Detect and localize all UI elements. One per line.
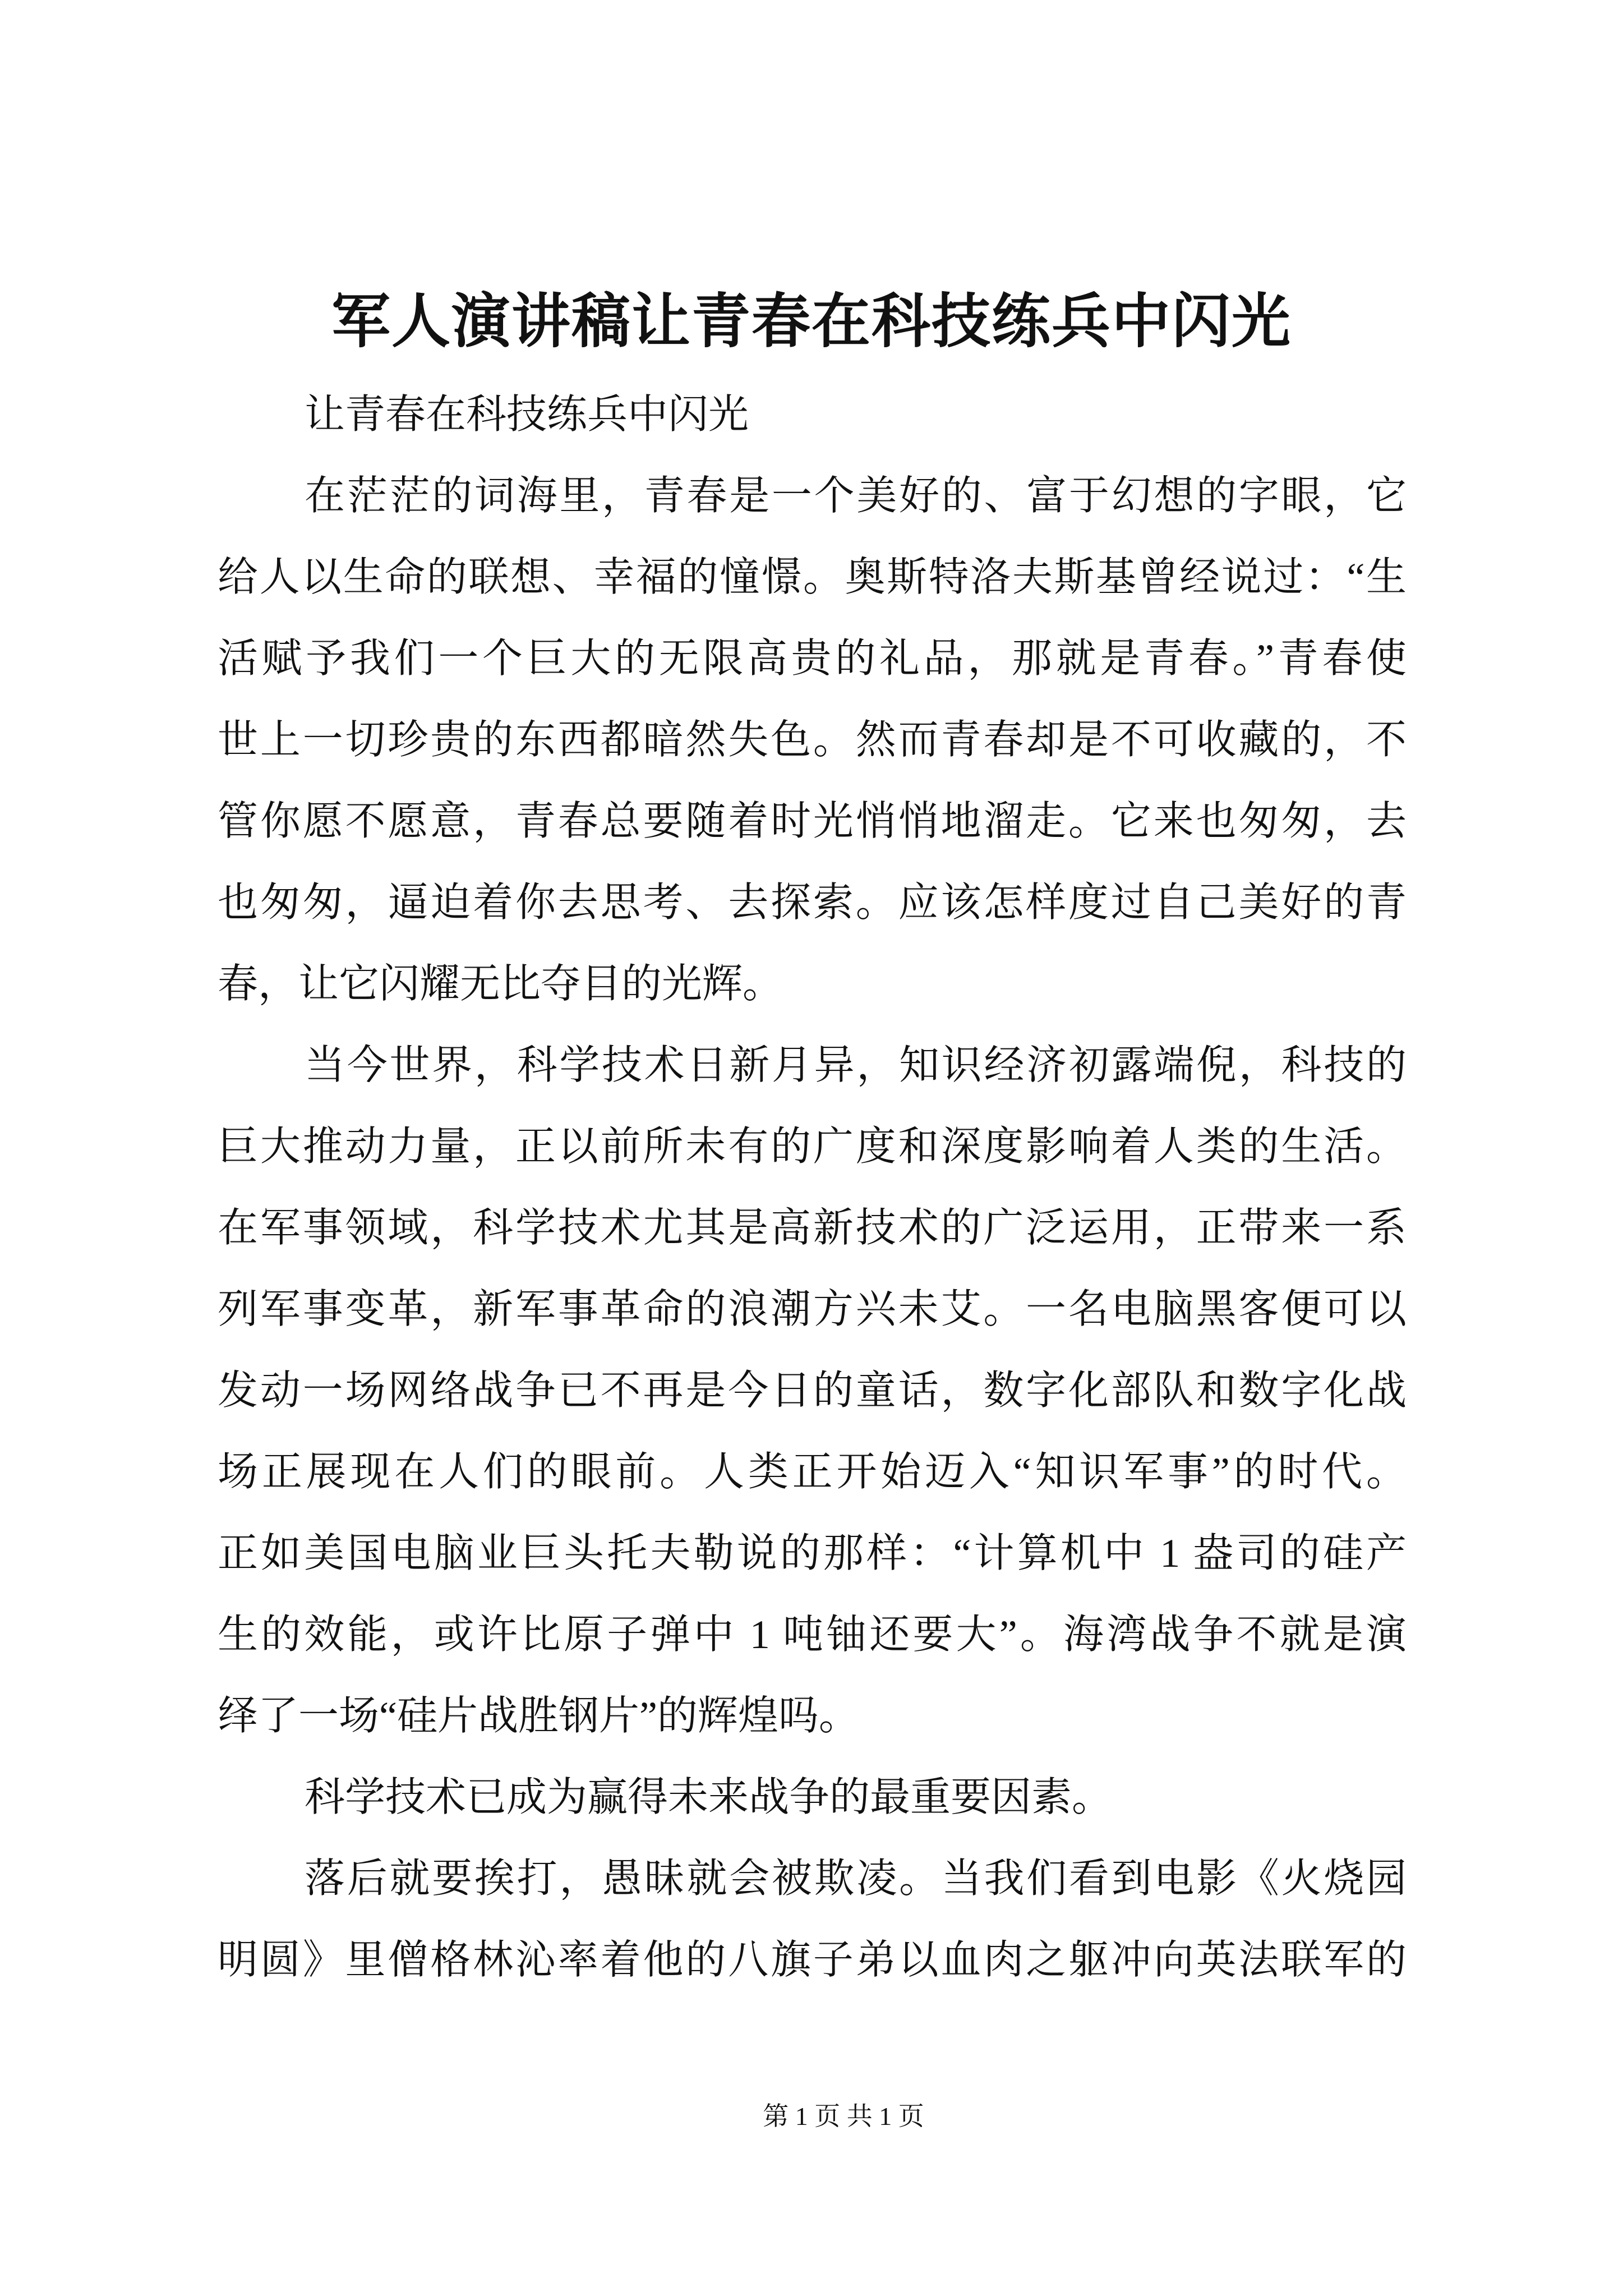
paragraph-line: 场正展现在人们的眼前。人类正开始迈入“知识军事”的时代。 (218, 1450, 1407, 1494)
document-title: 军人演讲稿让青春在科技练兵中闪光 (331, 289, 1292, 355)
paragraph (218, 1838, 1407, 2001)
paragraph-line: 列军事变革，新军事革命的浪潮方兴未艾。一名电脑黑客便可以 (218, 1287, 1407, 1332)
paragraph-subtitle (218, 374, 1407, 455)
paragraph-line: 也匆匆，逼迫着你去思考、去探索。应该怎样度过自己美好的青 (218, 880, 1407, 925)
paragraph-line: 正如美国电脑业巨头托夫勒说的那样：“计算机中 1 盎司的硅产 (218, 1531, 1407, 1576)
paragraph-line: 春，让它闪耀无比夺目的光辉。 (218, 961, 783, 1006)
paragraph-line: 明圆》里僧格林沁率着他的八旗子弟以血肉之躯冲向英法联军的 (218, 1938, 1407, 1982)
document-body (218, 374, 1407, 2001)
paragraph-line: 落后就要挨打，愚昧就会被欺凌。当我们看到电影《火烧园 (305, 1856, 1407, 1901)
paragraph-line: 绎了一场“硅片战胜钢片”的辉煌吗。 (218, 1694, 859, 1738)
subtitle-line: 让青春在科技练兵中闪光 (305, 392, 749, 437)
paragraph-line: 科学技术已成为赢得未来战争的最重要因素。 (305, 1775, 1113, 1820)
paragraph (218, 1025, 1407, 1757)
paragraph-line: 活赋予我们一个巨大的无限高贵的礼品，那就是青春。”青春使 (218, 636, 1407, 681)
paragraph-line: 巨大推动力量，正以前所未有的广度和深度影响着人类的生活。 (218, 1124, 1407, 1169)
paragraph (218, 455, 1407, 1025)
paragraph-line: 在茫茫的词海里，青春是一个美好的、富于幻想的字眼，它 (305, 473, 1407, 518)
paragraph-line: 给人以生命的联想、幸福的憧憬。奥斯特洛夫斯基曾经说过：“生 (218, 555, 1407, 600)
paragraph-line: 生的效能，或许比原子弹中 1 吨铀还要大”。海湾战争不就是演 (218, 1612, 1407, 1657)
paragraph (218, 1757, 1407, 1838)
paragraph-line: 管你愿不愿意，青春总要随着时光悄悄地溜走。它来也匆匆，去 (218, 799, 1407, 844)
paragraph-line: 世上一切珍贵的东西都暗然失色。然而青春却是不可收藏的，不 (218, 717, 1407, 762)
paragraph-line: 发动一场网络战争已不再是今日的童话，数字化部队和数字化战 (218, 1368, 1407, 1413)
page-number-footer: 第 1 页 共 1 页 (763, 2102, 924, 2131)
paragraph-line: 在军事领域，科学技术尤其是高新技术的广泛运用，正带来一系 (218, 1205, 1407, 1250)
paragraph-line: 当今世界，科学技术日新月异，知识经济初露端倪，科技的 (305, 1043, 1407, 1088)
